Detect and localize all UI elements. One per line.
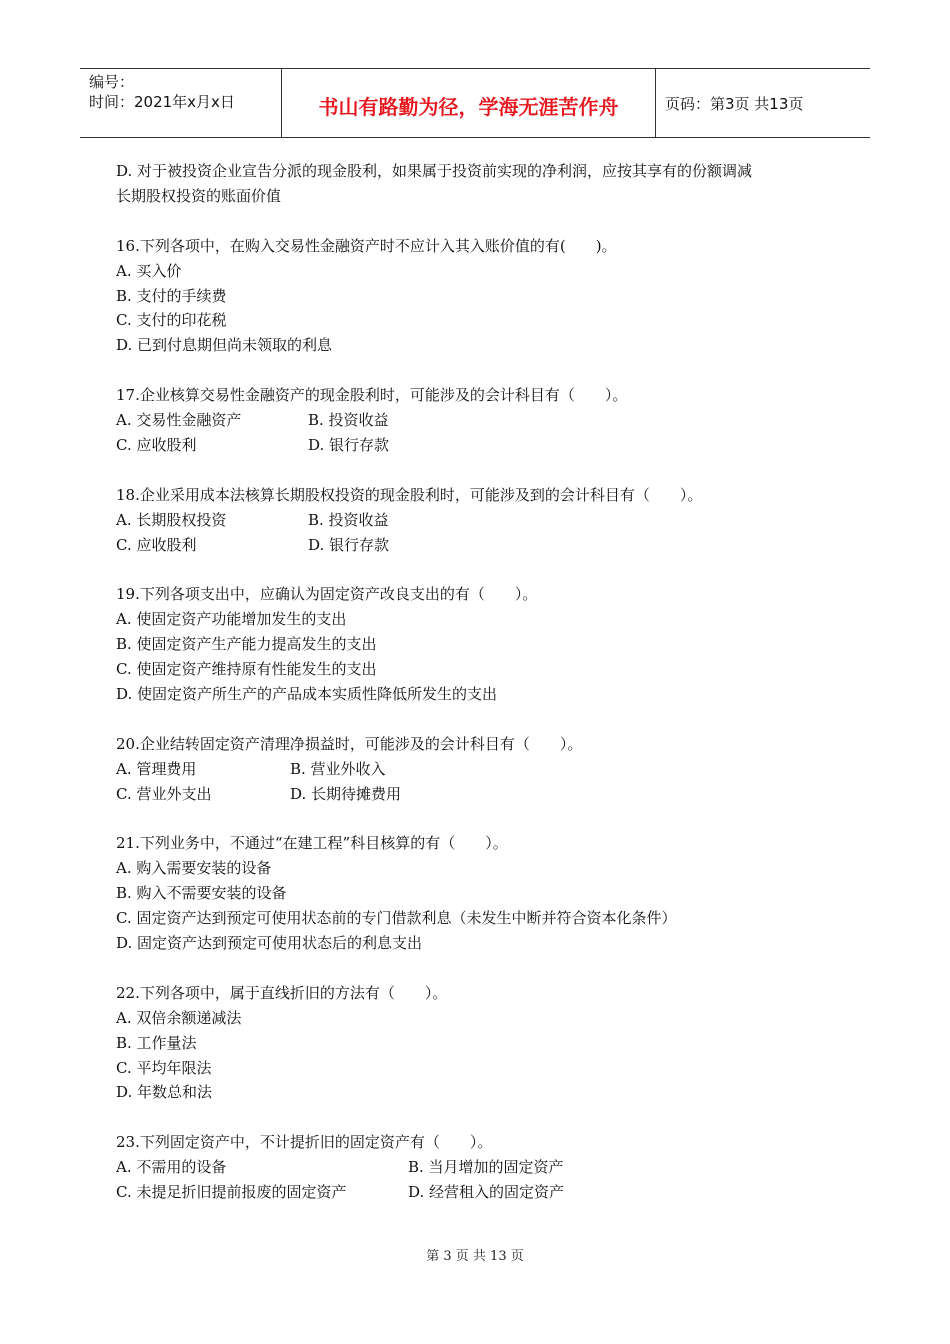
option: B. 工作量法 (116, 1033, 197, 1052)
option: C. 使固定资产维持原有性能发生的支出 (116, 660, 377, 679)
question-21 (116, 831, 836, 956)
option: A. 交易性金融资产 (116, 411, 242, 430)
question-stem: 20.企业结转固定资产清理净损益时，可能涉及的会计科目有（ ）。 (116, 734, 583, 753)
option: A. 买入价 (116, 261, 182, 280)
option: B. 购入不需要安装的设备 (116, 884, 287, 903)
question-stem: 23.下列固定资产中，不计提折旧的固定资产有（ ）。 (116, 1133, 493, 1152)
option: D. 固定资产达到预定可使用状态后的利息支出 (116, 934, 423, 952)
option-row (116, 757, 836, 782)
question-22 (116, 981, 836, 1106)
question-19 (116, 582, 836, 707)
header-meta (89, 72, 235, 112)
question-stem: 18.企业采用成本法核算长期股权投资的现金股利时，可能涉及到的会计科目有（ ）。 (116, 485, 703, 504)
option: B. 支付的手续费 (116, 286, 227, 305)
option: A. 购入需要安装的设备 (116, 859, 272, 878)
page-footer: 第 3 页 共 13 页 (426, 1249, 524, 1264)
question-stem: 16.下列各项中，在购入交易性金融资产时不应计入其入账价值的有( )。 (116, 236, 617, 255)
option: D. 使固定资产所生产的产品成本实质性降低所发生的支出 (116, 684, 498, 703)
option: B. 投资收益 (308, 510, 389, 529)
question-17 (116, 383, 836, 458)
option: D. 已到付息期但尚未领取的利息 (116, 336, 333, 355)
option-row (116, 1180, 836, 1205)
date-label: 时间：2021年x月x日 (89, 93, 235, 111)
question-20 (116, 732, 836, 807)
option-row (116, 508, 836, 533)
question-23 (116, 1130, 836, 1205)
question-stem: 19.下列各项支出中，应确认为固定资产改良支出的有（ ）。 (116, 585, 538, 604)
document-header (80, 68, 870, 138)
header-divider (655, 69, 656, 137)
option-row (116, 433, 836, 458)
option: D. 银行存款 (308, 435, 390, 454)
motto: 书山有路勤为径，学海无涯苦作舟 (318, 95, 619, 119)
option: B. 当月增加的固定资产 (408, 1158, 564, 1177)
option: A. 双倍余额递减法 (116, 1008, 242, 1027)
option: C. 平均年限法 (116, 1058, 212, 1077)
option: D. 经营租入的固定资产 (408, 1183, 565, 1202)
option: B. 使固定资产生产能力提高发生的支出 (116, 635, 377, 654)
page-label: 页码：第3页 共13页 (665, 95, 804, 113)
option-row (116, 782, 836, 807)
option: C. 支付的印花税 (116, 311, 227, 330)
question-stem: 21.下列业务中，不通过“在建工程”科目核算的有（ ）。 (116, 834, 508, 853)
question-stem: 17.企业核算交易性金融资产的现金股利时，可能涉及的会计科目有（ ）。 (116, 386, 628, 405)
option: D. 长期待摊费用 (290, 784, 402, 803)
option: C. 营业外支出 (116, 784, 212, 803)
text-line: 长期股权投资的账面价值 (116, 186, 282, 205)
option: A. 长期股权投资 (116, 510, 227, 529)
option-row (116, 533, 836, 558)
option: A. 不需用的设备 (116, 1158, 227, 1177)
question-stem: 22.下列各项中，属于直线折旧的方法有（ ）。 (116, 983, 448, 1002)
document-body (116, 159, 836, 1230)
serial-label: 编号： (89, 73, 135, 91)
option: C. 应收股利 (116, 435, 197, 454)
option: A. 管理费用 (116, 759, 197, 778)
question-16 (116, 234, 836, 359)
option: B. 投资收益 (308, 411, 389, 430)
option: C. 应收股利 (116, 535, 197, 554)
option: B. 营业外收入 (290, 759, 386, 778)
option: C. 固定资产达到预定可使用状态前的专门借款利息（未发生中断并符合资本化条件） (116, 909, 677, 928)
intro-option (116, 159, 836, 209)
text-line: D. 对于被投资企业宣告分派的现金股利，如果属于投资前实现的净利润，应按其享有的份额调减 (116, 162, 753, 180)
option: A. 使固定资产功能增加发生的支出 (116, 610, 347, 629)
option-row (116, 408, 836, 433)
option-row (116, 1155, 836, 1180)
option: D. 银行存款 (308, 535, 390, 554)
option: D. 年数总和法 (116, 1083, 213, 1102)
question-18 (116, 483, 836, 558)
option: C. 未提足折旧提前报废的固定资产 (116, 1183, 347, 1202)
